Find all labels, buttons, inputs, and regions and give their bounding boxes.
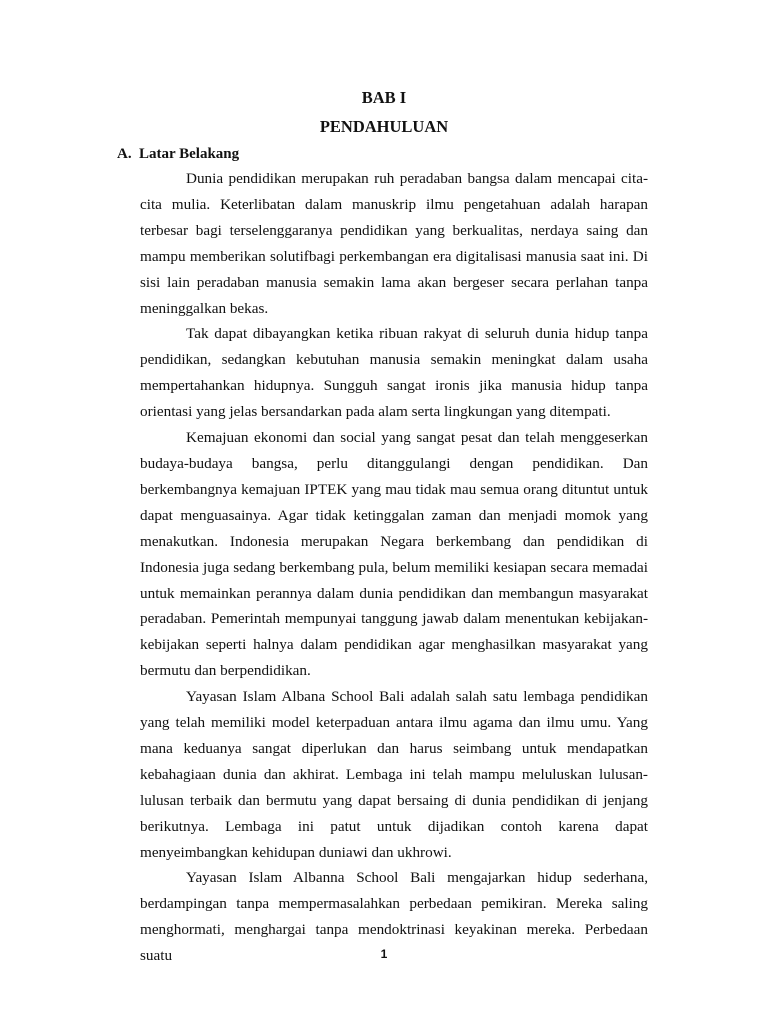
section-title: Latar Belakang	[139, 146, 240, 162]
paragraph: Kemajuan ekonomi dan social yang sangat pesat dan telah menggeserkan budaya-budaya bangsa, perlu ditanggulangi dengan pendidikan. Dan berkembangnya kemajuan IPTEK yang mau tidak mau semua orang dituntut untuk dapat menguasainya. Agar tidak ketinggalan zaman dan menjadi momok yang menakutkan. Indonesia merupakan Negara berkembang dan pendidikan di Indonesia juga sedang berkembang pula, belum memiliki kesiapan secara memadai untuk memainkan perannya dalam dunia pendidikan dan membangun masyarakat peradaban. Pemerintah mempunyai tanggung jawab dalam menentukan kebijakan-kebijakan seperti halnya dalam pendidikan agar menghasilkan masyarakat yang bermutu dan berpendidikan.	[140, 429, 648, 680]
paragraph: Yayasan Islam Albana School Bali adalah salah satu lembaga pendidikan yang telah memiliki model keterpaduan antara ilmu agama dan ilmu umu. Yang mana keduanya sangat diperlukan dan harus seimbang untuk mendapatkan kebahagiaan dunia dan akhirat. Lembaga ini telah mampu meluluskan lulusan-lulusan terbaik dan bermutu yang dapat bersaing di dunia pendidikan di jenjang berikutnya. Lembaga ini patut untuk dijadikan contoh karena dapat menyeimbangkan kehidupan duniawi dan ukhrowi.	[140, 688, 648, 861]
section-label: A.	[117, 146, 132, 162]
paragraph: Yayasan Islam Albanna School Bali mengajarkan hidup sederhana, berdampingan tanpa mempermasalahkan perbedaan pemikiran. Mereka saling menghormati, menghargai tanpa mendoktrinasi keyakinan mereka. Perbedaan suatu	[140, 869, 648, 965]
chapter-number: BAB I	[361, 88, 407, 107]
body-text	[140, 166, 648, 969]
page-number: 1	[380, 947, 388, 961]
paragraph: Dunia pendidikan merupakan ruh peradaban bangsa dalam mencapai cita-cita mulia. Keterlibatan dalam manuskrip ilmu pengetahuan adalah harapan terbesar bagi terselenggaranya pendidikan yang berkualitas, nerdaya saing dan mampu memberikan solutifbagi perkembangan era digitalisasi manusia saat ini. Di sisi lain peradaban manusia semakin lama akan bergeser secara perlahan tanpa meninggalkan bekas.	[140, 170, 648, 317]
chapter-title: PENDAHULUAN	[319, 117, 449, 136]
paragraph: Tak dapat dibayangkan ketika ribuan rakyat di seluruh dunia hidup tanpa pendidikan, sedangkan kebutuhan manusia semakin meningkat dalam usaha mempertahankan hidupnya. Sungguh sangat ironis jika manusia hidup tanpa orientasi yang jelas bersandarkan pada alam serta lingkungan yang ditempati.	[140, 325, 648, 421]
section-heading	[117, 146, 239, 163]
